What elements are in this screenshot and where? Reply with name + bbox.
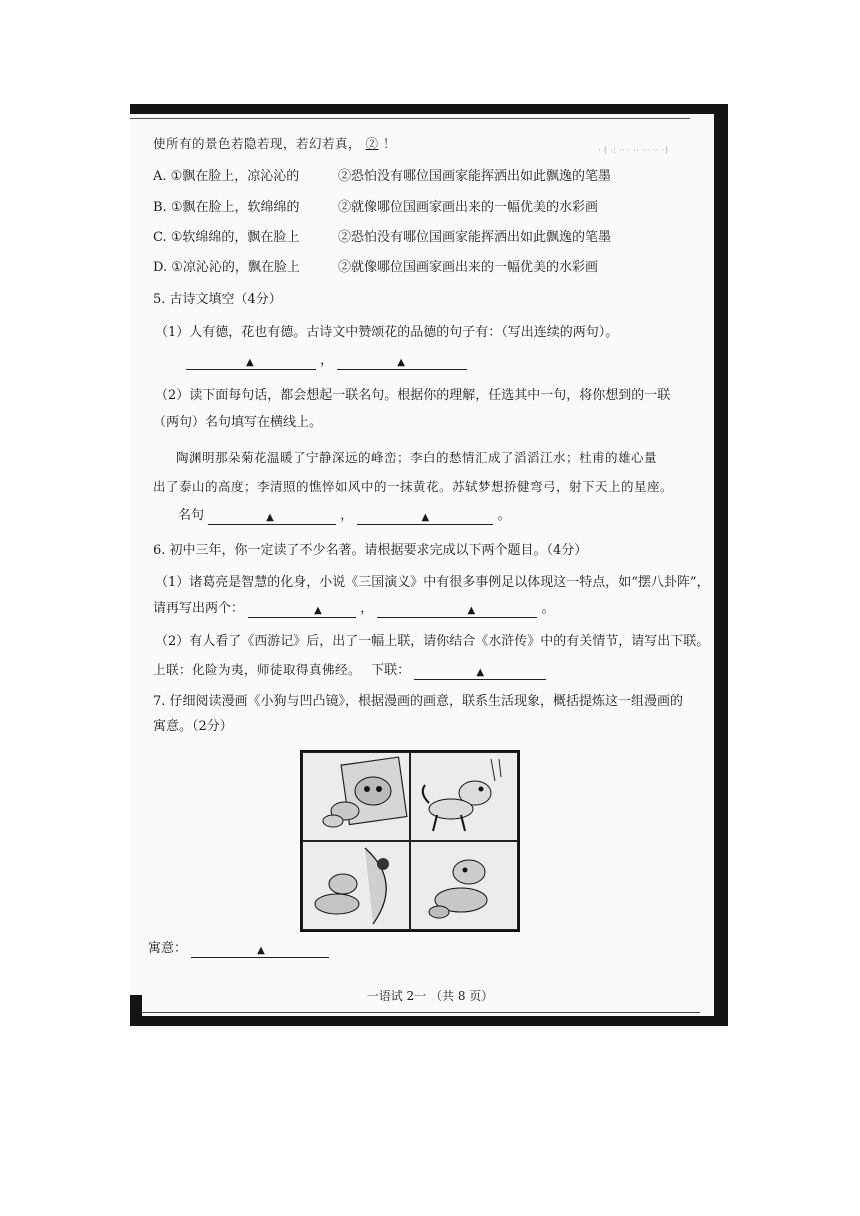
q6-1-text-a: （1）诸葛亮是智慧的化身，小说《三国演义》中有很多事例足以体现这一特点，如“摆八卦阵”，	[155, 575, 710, 590]
q5-2-text-a: （2）读下面每句话，都会想起一联名句。根据你的理解，任选其中一句，将你想到的一联	[155, 388, 671, 403]
top-line	[153, 135, 396, 153]
q6-title: 6. 初中三年，你一定读了不少名著。请根据要求完成以下两个题目。（4分）	[153, 543, 588, 558]
scan-noise: · ( ·: ·· · ·· ··· ·· ·)	[598, 146, 669, 156]
period: 。	[541, 601, 555, 616]
scan-border-top	[130, 104, 728, 114]
q5-2-answer-row	[178, 507, 511, 525]
comic-panel-1	[302, 752, 410, 841]
option-a-label: A. ①飘在脸上，凉沁沁的	[153, 169, 300, 184]
triangle-icon: ▲	[421, 512, 430, 523]
scan-rule-top	[130, 118, 690, 119]
q7-text-a: 7. 仔细阅读漫画《小狗与凹凸镜》，根据漫画的画意，联系生活现象，概括提炼这一组漫画的	[153, 694, 684, 709]
q6-1-blank-1[interactable]	[248, 603, 356, 618]
quote-line-2: 出了泰山的高度；李清照的憔悴如风中的一抹黄花。苏轼梦想挢健弯弓，射下天上的星座。	[153, 479, 674, 494]
q5-2-blank-2[interactable]	[357, 510, 493, 525]
q6-2-answer-row	[153, 661, 546, 680]
q6-2-upper: 上联：化险为夷，师徒取得真佛经。	[153, 662, 362, 677]
page-footer: 一语试 2一 （共 8 页）	[366, 989, 494, 1003]
comma: ，	[360, 601, 374, 616]
q5-2-blank-1[interactable]	[208, 510, 336, 525]
option-c	[153, 229, 299, 247]
comma: ，	[340, 508, 354, 523]
option-d	[153, 259, 300, 277]
q6-1-answer-row	[153, 600, 555, 618]
option-a-second: ②恐怕没有哪位国画家能挥洒出如此飘逸的笔墨	[338, 169, 612, 184]
comic-image	[300, 750, 520, 932]
q5-2-text-b: （两句）名句填写在横线上。	[153, 415, 323, 430]
dog-at-mirror-drawing	[303, 753, 409, 840]
quote-line-1: 陶渊明那朵菊花温暖了宁静深远的峰峦；李白的愁情汇成了滔滔江水；杜甫的雄心量	[176, 450, 658, 465]
q5-1-blank-1[interactable]	[186, 355, 316, 370]
comma: ，	[320, 353, 334, 368]
triangle-icon: ▲	[397, 357, 405, 368]
option-c-label: C. ①软绵绵的，飘在脸上	[153, 230, 300, 245]
triangle-icon: ▲	[467, 605, 476, 616]
scan-rule-bottom	[140, 1012, 700, 1013]
option-a	[153, 168, 299, 186]
scan-border-right	[714, 104, 728, 1026]
q6-2-lower-label: 下联：	[371, 663, 411, 678]
option-b	[153, 199, 299, 217]
top-line-text: 使所有的景色若隐若现，若幻若真，	[153, 136, 362, 151]
comic-panel-4	[410, 841, 518, 930]
q6-1-text-b: 请再写出两个：	[153, 601, 245, 616]
q5-1-blank-2[interactable]	[337, 355, 467, 370]
triangle-icon: ▲	[266, 512, 274, 523]
q7-text-b: 寓意。（2分）	[153, 719, 233, 734]
triangle-icon: ▲	[257, 945, 265, 956]
blank-2-marker: ②	[365, 136, 379, 151]
mingju-label: 名句	[178, 508, 205, 523]
option-c-second: ②恐怕没有哪位国画家能挥洒出如此飘逸的笔墨	[338, 230, 612, 245]
scan-border-bottom	[130, 1016, 728, 1026]
yuyi-label: 寓意：	[148, 941, 188, 956]
q6-2-text-a: （2）有人看了《西游记》后，出了一幅上联，请你结合《水浒传》中的有关情节，请写出下联。	[155, 634, 710, 649]
q6-1-blank-2[interactable]	[377, 603, 537, 618]
q5-1-answer-row	[186, 352, 467, 370]
q5-1-text: （1）人有德，花也有德。古诗文中赞颂花的品德的句子有：（写出连续的两句）。	[155, 325, 619, 340]
option-d-second: ②就像哪位国画家画出来的一幅优美的水彩画	[338, 260, 599, 275]
small-dog-drawing	[411, 753, 517, 840]
triangle-icon: ▲	[246, 357, 254, 368]
big-dog-drawing	[411, 842, 517, 929]
option-b-second: ②就像哪位国画家画出来的一幅优美的水彩画	[338, 200, 599, 215]
q7-blank[interactable]	[191, 943, 329, 958]
period: 。	[497, 508, 511, 523]
top-line-end: ！	[383, 136, 397, 151]
q5-title: 5. 古诗文填空（4分）	[153, 292, 282, 307]
triangle-icon: ▲	[476, 667, 485, 678]
comic-panel-2	[410, 752, 518, 841]
triangle-icon: ▲	[314, 605, 322, 616]
option-b-label: B. ①飘在脸上，软绵绵的	[153, 200, 300, 215]
dog-at-concave-mirror-drawing	[303, 842, 409, 929]
comic-panel-3	[302, 841, 410, 930]
option-d-label: D. ①凉沁沁的，飘在脸上	[153, 260, 300, 275]
q6-2-blank[interactable]	[414, 665, 546, 680]
q7-answer-row	[148, 940, 329, 958]
